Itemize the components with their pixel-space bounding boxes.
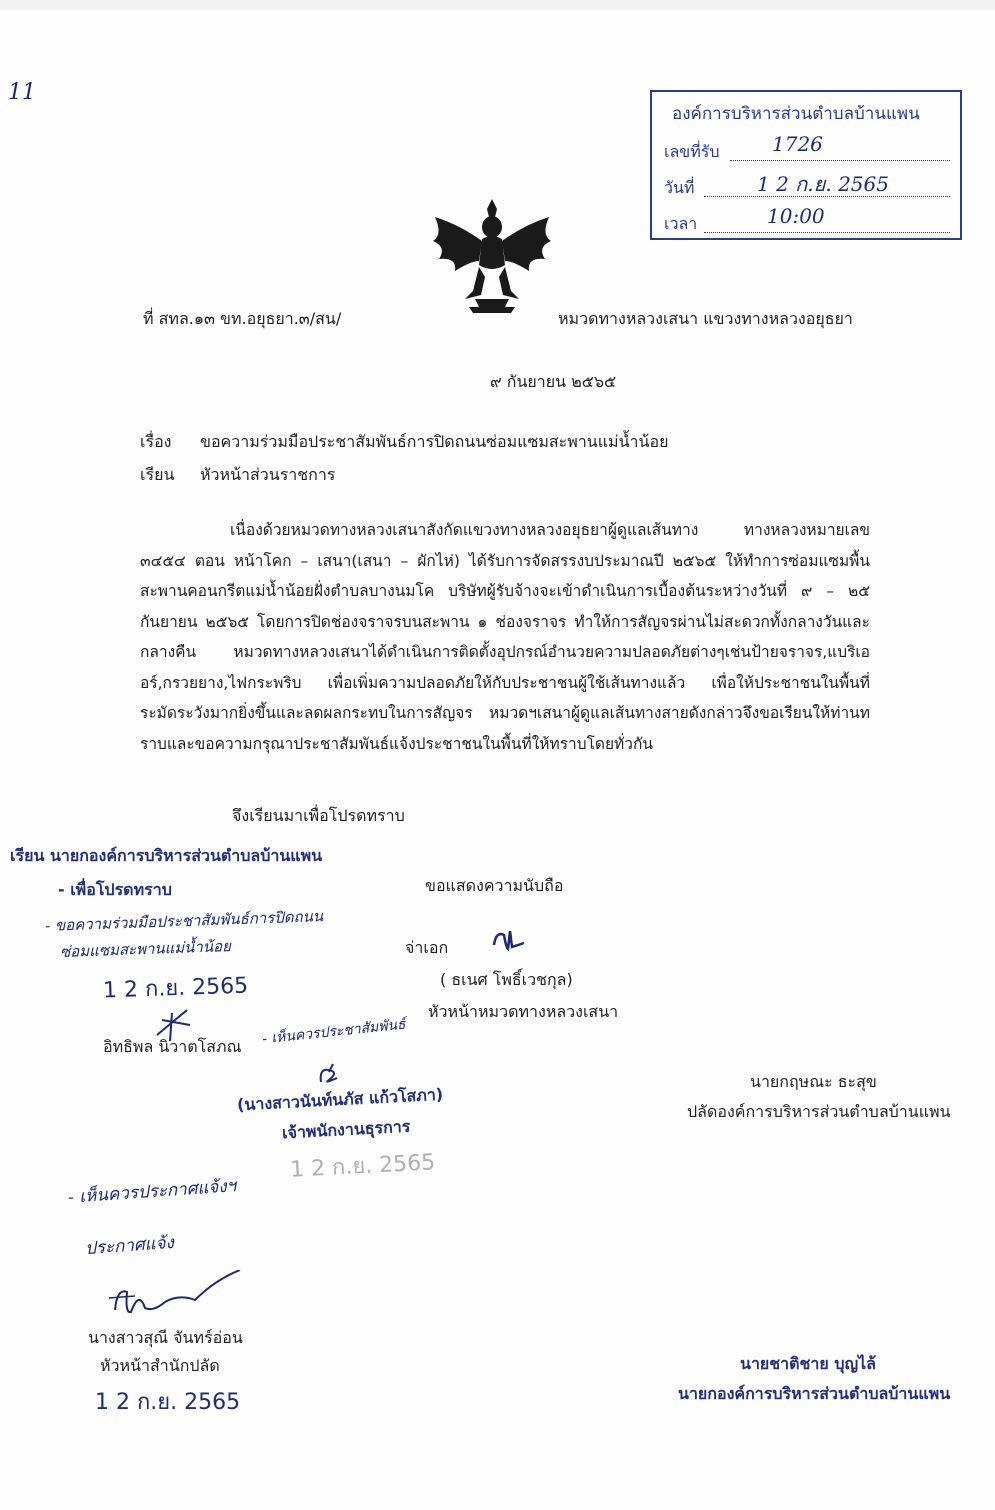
regards-line: ขอแสดงความนับถือ: [425, 876, 564, 895]
document-page: [0, 10, 995, 1510]
handwritten-note-3: - เห็นควรประชาสัมพันธ์: [261, 1016, 407, 1048]
subject-text: ขอความร่วมมือประชาสัมพันธ์การปิดถนนซ่อมแซมสะพานแม่น้ำน้อย: [200, 432, 669, 451]
subject-label: เรื่อง: [140, 432, 172, 451]
garuda-emblem-icon: [425, 195, 560, 315]
head-title: หัวหน้าสำนักปลัด: [100, 1356, 220, 1375]
stamp-date-value: 1 2 ก.ย. 2565: [757, 172, 889, 196]
stamp-receipt-no: 1726: [772, 132, 823, 156]
officer-title: เจ้าพนักงานธุรการ: [281, 1116, 411, 1143]
closing-line: จึงเรียนมาเพื่อโปรดทราบ: [232, 806, 405, 825]
handwritten-note-1: - ขอความร่วมมือประชาสัมพันธ์การปิดถนน: [44, 907, 324, 935]
deputy-title: ปลัดองค์การบริหารส่วนตำบลบ้านแพน: [687, 1102, 951, 1121]
officer-name: (นางสาวนันท์นภัส แก้วโสภา): [236, 1084, 444, 1115]
stamp-receipt-label: เลขที่รับ: [664, 142, 720, 161]
officer-signature-icon: [315, 1060, 345, 1088]
letter-body: [140, 515, 870, 759]
to-text: หัวหน้าส่วนราชการ: [200, 465, 336, 484]
head-name: นางสาวสุณี จันทร์อ่อน: [88, 1328, 243, 1347]
letter-body-text: เนื่องด้วยหมวดทางหลวงเสนาสังกัดแขวงทางหลวงอยุธยาผู้ดูแลเส้นทาง ทางหลวงหมายเลข ๓๔๕๔ ตอน หน้าโคก – เสนา(เสนา – ผักไห่) ได้รับการจัดสรรงบประมาณปี ๒๕๖๕ ให้ทำการซ่อมแซมพื้นสะพานคอนกรีตแม่น้ำน้อยฝั่งตำบลบางนมโค บริษัทผู้รับจ้างจะเข้าดำเนินการเบื้องต้นระหว่างวันที่ ๙ – ๒๕ กันยายน ๒๕๖๕ โดยการปิดช่องจราจรบนสะพาน ๑ ช่องจราจร ทำให้การสัญจรผ่านไม่สะดวกทั้งกลางวันและกลางคืน หมวดทางหลวงเสนาได้ดำเนินการติดตั้งอุปกรณ์อำนวยความปลอดภัยต่างๆเช่นป้ายจราจร,แบริเออร์,กรวยยาง,ไฟกระพริบ เพื่อเพิ่มความปลอดภัยให้กับประชาชนผู้ใช้เส้นทางแล้ว เพื่อให้ประชาชนในพื้นที่ระมัดระวังมากยิ่งขึ้นและลดผลกระทบในการสัญจร หมวดฯเสนาผู้ดูแลเส้นทางสายดังกล่าวจึงขอเรียนให้ท่านทราบและขอความกรุณาประชาสัมพันธ์แจ้งประชาชนในพื้นที่ให้ทราบโดยทั่วกัน: [140, 521, 870, 753]
handwritten-note-2: ซ่อมแซมสะพานแม่น้ำน้อย: [59, 937, 232, 961]
clerk-name: อิทธิพล นิวาตโสภณ: [103, 1037, 242, 1056]
reference-number: ที่ สทล.๑๓ ขท.อยุธยา.๓/สน/: [143, 309, 342, 328]
date-stamp-2: 1 2 ก.ย. 2565: [289, 1150, 436, 1183]
stamp-time-value: 10:00: [767, 204, 825, 228]
date-stamp-1: 1 2 ก.ย. 2565: [102, 973, 249, 1004]
sender-office: หมวดทางหลวงเสนา แขวงทางหลวงอยุธยา: [558, 309, 853, 328]
receipt-stamp: [650, 90, 962, 240]
handwritten-note-5: ประกาศแจ้ง: [84, 1232, 175, 1260]
signer-name: ( ธเนศ โพธิ์เวชกุล): [440, 970, 573, 989]
mayor-name: นายชาติชาย บุญไล้: [740, 1354, 876, 1373]
head-signature-icon: [105, 1270, 245, 1330]
date-stamp-3: 1 2 ก.ย. 2565: [95, 1390, 241, 1415]
deputy-name: นายกฤษณะ ธะสุข: [750, 1072, 877, 1091]
corner-mark: 11: [8, 80, 36, 105]
signer-rank: จ่าเอก: [405, 938, 449, 957]
signer-title: หัวหน้าหมวดทางหลวงเสนา: [428, 1002, 619, 1021]
for-info-note: - เพื่อโปรดทราบ: [58, 880, 172, 899]
mayor-title: นายกองค์การบริหารส่วนตำบลบ้านแพน: [678, 1384, 951, 1403]
handwritten-note-4: - เห็นควรประกาศแจ้งฯ: [67, 1176, 237, 1208]
to-label: เรียน: [140, 465, 175, 484]
endorsement-to-line: เรียน นายกองค์การบริหารส่วนตำบลบ้านแพน: [10, 846, 323, 865]
stamp-time-label: เวลา: [664, 214, 698, 233]
signature-mark-icon: [490, 925, 530, 955]
letter-date: ๙ กันยายน ๒๕๖๕: [490, 372, 617, 391]
stamp-date-label: วันที่: [664, 178, 695, 197]
stamp-org: องค์การบริหารส่วนตำบลบ้านแพน: [672, 104, 920, 124]
